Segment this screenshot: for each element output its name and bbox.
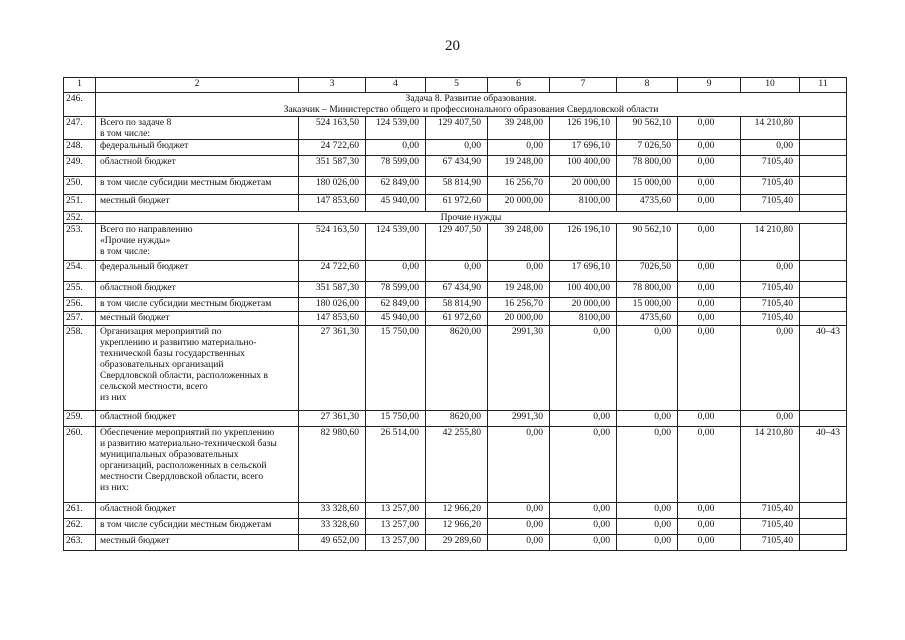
value-cell: 13 257,00 — [366, 535, 426, 551]
target-indicator-cell — [800, 411, 847, 427]
value-cell: 0,00 — [678, 326, 741, 411]
target-indicator-cell — [800, 282, 847, 298]
row-name: в том числе субсидии местным бюджетам — [96, 298, 299, 312]
value-cell: 27 361,30 — [299, 411, 366, 427]
program-funding-table — [63, 77, 847, 551]
table-row — [64, 195, 847, 212]
value-cell: 45 940,00 — [366, 312, 426, 326]
table-row — [64, 140, 847, 156]
value-cell: 14 210,80 — [741, 224, 800, 261]
value-cell: 0,00 — [550, 326, 617, 411]
value-cell: 13 257,00 — [366, 519, 426, 535]
table-row — [64, 312, 847, 326]
value-cell: 33 328,60 — [299, 519, 366, 535]
value-cell: 0,00 — [678, 282, 741, 298]
value-cell: 0,00 — [678, 312, 741, 326]
value-cell: 0,00 — [678, 411, 741, 427]
value-cell: 351 587,30 — [299, 282, 366, 298]
value-cell: 7105,40 — [741, 519, 800, 535]
value-cell: 16 256,70 — [488, 177, 550, 195]
value-cell: 100 400,00 — [550, 156, 617, 177]
target-indicator-cell — [800, 261, 847, 282]
column-header: 5 — [426, 78, 488, 93]
value-cell: 13 257,00 — [366, 503, 426, 519]
table-row — [64, 503, 847, 519]
column-header-row — [64, 78, 847, 93]
value-cell: 7105,40 — [741, 535, 800, 551]
value-cell: 0,00 — [678, 298, 741, 312]
row-name: местный бюджет — [96, 535, 299, 551]
value-cell: 33 328,60 — [299, 503, 366, 519]
value-cell: 0,00 — [488, 140, 550, 156]
value-cell: 7105,40 — [741, 195, 800, 212]
value-cell: 8620,00 — [426, 326, 488, 411]
row-number: 255. — [64, 282, 96, 298]
value-cell: 0,00 — [678, 503, 741, 519]
row-number: 246. — [64, 93, 96, 117]
value-cell: 0,00 — [617, 503, 678, 519]
column-header: 2 — [96, 78, 299, 93]
column-header: 6 — [488, 78, 550, 93]
value-cell: 0,00 — [741, 261, 800, 282]
row-number: 257. — [64, 312, 96, 326]
value-cell: 16 256,70 — [488, 298, 550, 312]
value-cell: 0,00 — [617, 411, 678, 427]
value-cell: 7105,40 — [741, 156, 800, 177]
row-name: Всего по задаче 8 в том числе: — [96, 117, 299, 140]
value-cell: 24 722,60 — [299, 261, 366, 282]
value-cell: 20 000,00 — [550, 298, 617, 312]
value-cell: 0,00 — [678, 177, 741, 195]
table-row — [64, 282, 847, 298]
value-cell: 24 722,60 — [299, 140, 366, 156]
value-cell: 78 599,00 — [366, 156, 426, 177]
row-name: Обеспечение мероприятий по укреплению и развитию материально-технической базы муниципальных образовательных организаций, расположенных в сельской местности Свердловской области, всего из них: — [96, 427, 299, 503]
value-cell: 0,00 — [678, 117, 741, 140]
row-number: 248. — [64, 140, 96, 156]
value-cell: 82 980,60 — [299, 427, 366, 503]
value-cell: 58 814,90 — [426, 177, 488, 195]
value-cell: 0,00 — [678, 427, 741, 503]
value-cell: 0,00 — [488, 261, 550, 282]
target-indicator-cell — [800, 195, 847, 212]
value-cell: 0,00 — [488, 503, 550, 519]
value-cell: 17 696,10 — [550, 140, 617, 156]
value-cell: 0,00 — [678, 195, 741, 212]
table-row — [64, 156, 847, 177]
row-number: 262. — [64, 519, 96, 535]
value-cell: 0,00 — [678, 519, 741, 535]
row-number: 260. — [64, 427, 96, 503]
row-name: в том числе субсидии местным бюджетам — [96, 177, 299, 195]
row-name: местный бюджет — [96, 195, 299, 212]
value-cell: 0,00 — [678, 535, 741, 551]
target-indicator-cell — [800, 117, 847, 140]
section-title-row — [64, 212, 847, 224]
value-cell: 0,00 — [678, 140, 741, 156]
section-title-row — [64, 93, 847, 117]
row-number: 252. — [64, 212, 96, 224]
value-cell: 62 849,00 — [366, 298, 426, 312]
value-cell: 8100,00 — [550, 312, 617, 326]
value-cell: 26 514,00 — [366, 427, 426, 503]
value-cell: 8620,00 — [426, 411, 488, 427]
value-cell: 124 539,00 — [366, 117, 426, 140]
value-cell: 126 196,10 — [550, 224, 617, 261]
column-header: 11 — [800, 78, 847, 93]
value-cell: 19 248,00 — [488, 156, 550, 177]
row-name: областной бюджет — [96, 503, 299, 519]
value-cell: 100 400,00 — [550, 282, 617, 298]
value-cell: 147 853,60 — [299, 312, 366, 326]
section-title: Прочие нужды — [96, 212, 847, 224]
row-name: Всего по направлению «Прочие нужды» в том числе: — [96, 224, 299, 261]
value-cell: 129 407,50 — [426, 224, 488, 261]
value-cell: 0,00 — [678, 224, 741, 261]
value-cell: 0,00 — [488, 519, 550, 535]
page-number: 20 — [445, 38, 460, 54]
row-number: 259. — [64, 411, 96, 427]
table-row — [64, 535, 847, 551]
value-cell: 19 248,00 — [488, 282, 550, 298]
column-header: 8 — [617, 78, 678, 93]
value-cell: 0,00 — [550, 535, 617, 551]
value-cell: 180 026,00 — [299, 177, 366, 195]
value-cell: 129 407,50 — [426, 117, 488, 140]
row-number: 251. — [64, 195, 96, 212]
value-cell: 126 196,10 — [550, 117, 617, 140]
row-number: 261. — [64, 503, 96, 519]
table-row — [64, 326, 847, 411]
value-cell: 15 000,00 — [617, 298, 678, 312]
value-cell: 90 562,10 — [617, 117, 678, 140]
value-cell: 39 248,00 — [488, 224, 550, 261]
table-row — [64, 224, 847, 261]
value-cell: 45 940,00 — [366, 195, 426, 212]
value-cell: 49 652,00 — [299, 535, 366, 551]
target-indicator-cell — [800, 503, 847, 519]
value-cell: 2991,30 — [488, 411, 550, 427]
value-cell: 0,00 — [366, 261, 426, 282]
value-cell: 180 026,00 — [299, 298, 366, 312]
column-header: 4 — [366, 78, 426, 93]
table-row — [64, 519, 847, 535]
value-cell: 12 966,20 — [426, 519, 488, 535]
value-cell: 7105,40 — [741, 298, 800, 312]
target-indicator-cell — [800, 177, 847, 195]
value-cell: 78 800,00 — [617, 282, 678, 298]
target-indicator-cell — [800, 535, 847, 551]
row-number: 254. — [64, 261, 96, 282]
value-cell: 62 849,00 — [366, 177, 426, 195]
value-cell: 0,00 — [617, 535, 678, 551]
column-header: 10 — [741, 78, 800, 93]
value-cell: 0,00 — [366, 140, 426, 156]
row-number: 247. — [64, 117, 96, 140]
value-cell: 0,00 — [550, 411, 617, 427]
value-cell: 0,00 — [741, 411, 800, 427]
value-cell: 20 000,00 — [488, 312, 550, 326]
task-title: Задача 8. Развитие образования. — [405, 93, 537, 104]
value-cell: 7 026,50 — [617, 140, 678, 156]
table-row — [64, 427, 847, 503]
row-number: 253. — [64, 224, 96, 261]
value-cell: 0,00 — [741, 326, 800, 411]
row-number: 263. — [64, 535, 96, 551]
value-cell: 0,00 — [550, 503, 617, 519]
table-row — [64, 117, 847, 140]
value-cell: 78 800,00 — [617, 156, 678, 177]
section-title — [96, 93, 847, 117]
row-name: областной бюджет — [96, 282, 299, 298]
table-row — [64, 261, 847, 282]
target-indicator-cell — [800, 298, 847, 312]
column-header: 9 — [678, 78, 741, 93]
value-cell: 351 587,30 — [299, 156, 366, 177]
target-indicator-cell — [800, 156, 847, 177]
value-cell: 15 000,00 — [617, 177, 678, 195]
value-cell: 27 361,30 — [299, 326, 366, 411]
value-cell: 7105,40 — [741, 312, 800, 326]
row-number: 256. — [64, 298, 96, 312]
value-cell: 67 434,90 — [426, 156, 488, 177]
value-cell: 524 163,50 — [299, 117, 366, 140]
value-cell: 39 248,00 — [488, 117, 550, 140]
value-cell: 0,00 — [678, 156, 741, 177]
column-header: 7 — [550, 78, 617, 93]
value-cell: 7105,40 — [741, 503, 800, 519]
value-cell: 147 853,60 — [299, 195, 366, 212]
row-number: 258. — [64, 326, 96, 411]
value-cell: 15 750,00 — [366, 411, 426, 427]
value-cell: 78 599,00 — [366, 282, 426, 298]
value-cell: 14 210,80 — [741, 427, 800, 503]
value-cell: 0,00 — [617, 519, 678, 535]
value-cell: 15 750,00 — [366, 326, 426, 411]
table-row — [64, 298, 847, 312]
value-cell: 42 255,80 — [426, 427, 488, 503]
value-cell: 0,00 — [617, 427, 678, 503]
target-indicator-cell — [800, 519, 847, 535]
value-cell: 90 562,10 — [617, 224, 678, 261]
value-cell: 524 163,50 — [299, 224, 366, 261]
value-cell: 0,00 — [426, 261, 488, 282]
value-cell: 0,00 — [550, 519, 617, 535]
value-cell: 0,00 — [488, 427, 550, 503]
value-cell: 8100,00 — [550, 195, 617, 212]
target-indicator-cell — [800, 224, 847, 261]
value-cell: 7026,50 — [617, 261, 678, 282]
value-cell: 20 000,00 — [488, 195, 550, 212]
value-cell: 4735,60 — [617, 195, 678, 212]
value-cell: 12 966,20 — [426, 503, 488, 519]
value-cell: 20 000,00 — [550, 177, 617, 195]
value-cell: 0,00 — [617, 326, 678, 411]
value-cell: 7105,40 — [741, 282, 800, 298]
value-cell: 61 972,60 — [426, 312, 488, 326]
value-cell: 17 696,10 — [550, 261, 617, 282]
value-cell: 0,00 — [488, 535, 550, 551]
value-cell: 0,00 — [550, 427, 617, 503]
table-row — [64, 177, 847, 195]
row-name: федеральный бюджет — [96, 261, 299, 282]
value-cell: 0,00 — [426, 140, 488, 156]
target-indicator-cell: 40–43 — [800, 427, 847, 503]
value-cell: 29 289,60 — [426, 535, 488, 551]
value-cell: 67 434,90 — [426, 282, 488, 298]
row-name: в том числе субсидии местным бюджетам — [96, 519, 299, 535]
customer-title: Заказчик – Министерство общего и профессионального образования Свердловской области — [283, 104, 659, 115]
value-cell: 58 814,90 — [426, 298, 488, 312]
row-name: Организация мероприятий по укреплению и развитию материально- технической базы государственных образовательных организаций Свердловской области, расположенных в сельской местности, всего из них — [96, 326, 299, 411]
row-name: областной бюджет — [96, 411, 299, 427]
value-cell: 124 539,00 — [366, 224, 426, 261]
target-indicator-cell: 40–43 — [800, 326, 847, 411]
value-cell: 61 972,60 — [426, 195, 488, 212]
value-cell: 2991,30 — [488, 326, 550, 411]
row-number: 250. — [64, 177, 96, 195]
value-cell: 0,00 — [741, 140, 800, 156]
target-indicator-cell — [800, 140, 847, 156]
row-number: 249. — [64, 156, 96, 177]
column-header: 1 — [64, 78, 96, 93]
value-cell: 7105,40 — [741, 177, 800, 195]
value-cell: 4735,60 — [617, 312, 678, 326]
target-indicator-cell — [800, 312, 847, 326]
row-name: федеральный бюджет — [96, 140, 299, 156]
table-row — [64, 411, 847, 427]
row-name: местный бюджет — [96, 312, 299, 326]
column-header: 3 — [299, 78, 366, 93]
value-cell: 14 210,80 — [741, 117, 800, 140]
value-cell: 0,00 — [678, 261, 741, 282]
row-name: областной бюджет — [96, 156, 299, 177]
